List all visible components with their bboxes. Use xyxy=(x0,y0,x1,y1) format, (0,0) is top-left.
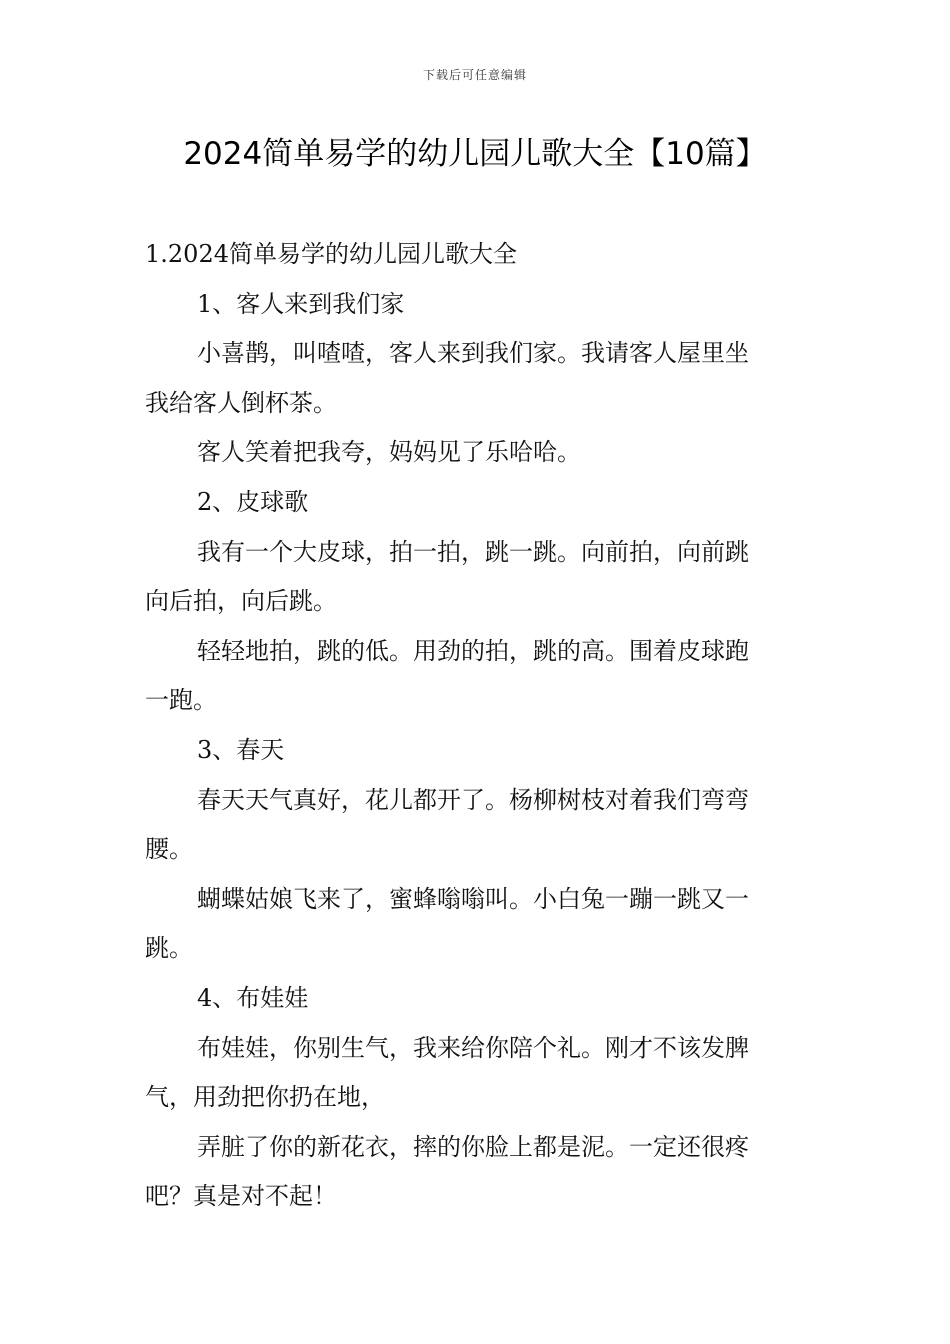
text-line: 春天天气真好，花儿都开了。杨柳树枝对着我们弯弯 xyxy=(197,785,749,814)
text-line: 向后拍，向后跳。 xyxy=(145,587,337,616)
text-line: 客人笑着把我夸，妈妈见了乐哈哈。 xyxy=(197,438,581,467)
text-line: 蝴蝶姑娘飞来了，蜜蜂嗡嗡叫。小白兔一蹦一跳又一 xyxy=(197,884,749,913)
text-line: 我给客人倒杯茶。 xyxy=(145,388,337,417)
document-title: 2024简单易学的幼儿园儿歌大全【10篇】 xyxy=(183,136,767,172)
document-body xyxy=(145,230,810,1222)
header-note: 下载后可任意编辑 xyxy=(422,68,527,82)
text-line: 跳。 xyxy=(145,934,193,963)
text-line: 3、春天 xyxy=(197,735,285,764)
text-line: 我有一个大皮球，拍一拍，跳一跳。向前拍，向前跳 xyxy=(197,537,749,566)
text-line: 小喜鹊，叫喳喳，客人来到我们家。我请客人屋里坐 xyxy=(197,339,749,368)
text-line: 4、布娃娃 xyxy=(197,983,309,1012)
text-line: 一跑。 xyxy=(145,686,217,715)
text-line: 2、皮球歌 xyxy=(197,487,309,516)
text-line: 1、客人来到我们家 xyxy=(197,289,405,318)
text-line: 吧？真是对不起！ xyxy=(145,1182,337,1211)
poem-lines xyxy=(145,280,810,1222)
text-line: 弄脏了你的新花衣，摔的你脸上都是泥。一定还很疼 xyxy=(197,1132,749,1161)
text-line: 布娃娃，你别生气，我来给你陪个礼。刚才不该发脾 xyxy=(197,1033,749,1062)
text-line: 轻轻地拍，跳的低。用劲的拍，跳的高。围着皮球跑 xyxy=(197,636,749,665)
text-line: 腰。 xyxy=(145,835,193,864)
text-line: 气，用劲把你扔在地， xyxy=(145,1083,385,1112)
section-heading: 1.2024简单易学的幼儿园儿歌大全 xyxy=(145,240,517,268)
